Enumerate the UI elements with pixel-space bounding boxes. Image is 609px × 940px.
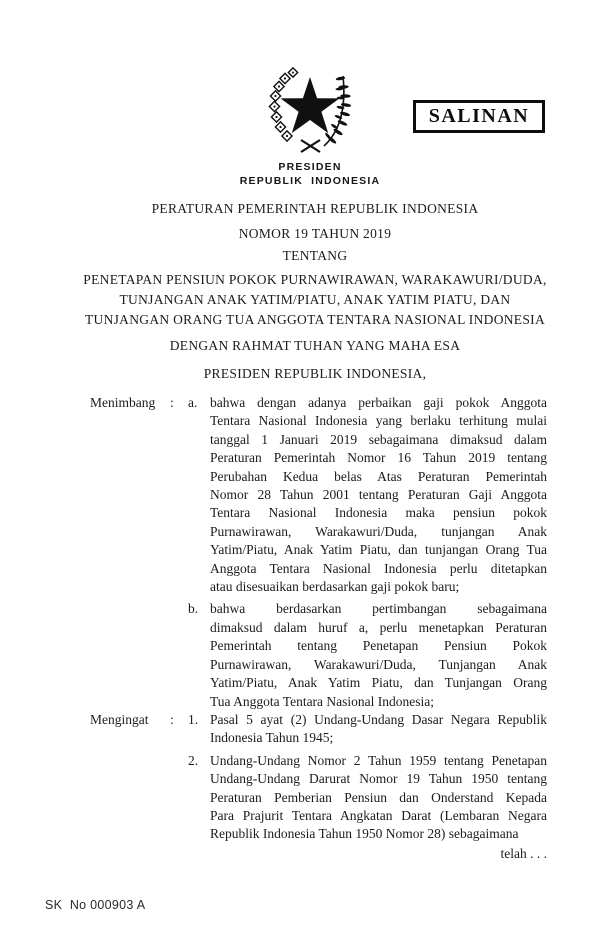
subject-line-3: TUNJANGAN ORANG TUA ANGGOTA TENTARA NASIONAL INDONESIA	[84, 312, 546, 327]
salinan-stamp: SALINAN	[413, 100, 545, 133]
text-line: Pasal 5 ayat (2) Undang-Undang Dasar Negara Republik	[210, 712, 547, 727]
text-line: Anggota Tentara Nasional Indonesia perlu ditetapkan	[210, 560, 547, 576]
item-marker: b.	[188, 601, 199, 617]
section-items	[188, 711, 547, 844]
item-marker: a.	[188, 395, 198, 410]
invocation-line: DENGAN RAHMAT TUHAN YANG MAHA ESA	[169, 338, 461, 353]
subject-line-1: PENETAPAN PENSIUN POKOK PURNAWIRAWAN, WARAKAWURI/DUDA,	[83, 272, 547, 287]
text-line: bahwa dengan adanya perbaikan gaji pokok Anggota	[210, 395, 547, 410]
presidential-emblem	[262, 62, 358, 154]
text-line: bahwa berdasarkan pertimbangan sebagaimana	[210, 601, 547, 617]
agency-name	[180, 161, 440, 188]
text-line: Yatim/Piatu, Anak Yatim Piatu, dan tunjangan Orang Tua	[210, 542, 547, 558]
section-colon: :	[170, 712, 174, 727]
list-item-2	[188, 752, 547, 844]
section-label: Menimbang	[90, 395, 156, 410]
text-line: Indonesia Tahun 1945;	[210, 730, 334, 746]
crossed-stems-icon	[301, 140, 320, 152]
text-line: Undang-Undang Darurat Nomor 19 Tahun 1950 tentang	[210, 771, 547, 787]
item-text	[210, 394, 547, 596]
agency-line1: PRESIDEN	[278, 161, 342, 173]
text-line: Peraturan Pemerintah Nomor 16 Tahun 2019 tentang	[210, 450, 547, 466]
text-line: Republik Indonesia Tahun 1950 Nomor 28) sebagaimana	[210, 826, 519, 842]
section-colon: :	[170, 395, 174, 410]
text-line: Pemerintah tentang Penetapan Pensiun Pokok	[210, 638, 547, 654]
text-line: dimaksud dalam huruf a, perlu menetapkan Peraturan	[210, 619, 547, 635]
text-line: atau disesuaikan berdasarkan gaji pokok baru;	[210, 579, 460, 595]
section-label: Mengingat	[90, 712, 149, 727]
text-line: Nomor 28 Tahun 2001 tentang Peraturan Gaji Anggota	[210, 487, 547, 503]
list-item-a	[188, 394, 547, 596]
list-item-1	[188, 711, 547, 748]
text-line: Perubahan Kedua belas Atas Peraturan Pemerintah	[210, 468, 547, 484]
regulation-title: PERATURAN PEMERINTAH REPUBLIK INDONESIA	[151, 201, 479, 216]
section-mengingat	[90, 711, 547, 844]
star-wreath-icon	[262, 62, 358, 154]
text-line: Tentara Nasional Indonesia maka pensiun pokok	[210, 505, 547, 521]
section-menimbang	[90, 394, 547, 711]
text-line: Tua Anggota Tentara Nasional Indonesia;	[210, 693, 435, 709]
tentang-label: TENTANG	[282, 248, 348, 263]
list-item-b	[188, 600, 547, 710]
text-line: Tentara Nasional Indonesia yang berlaku terhitung mulai	[210, 413, 547, 429]
text-line: Para Prajurit Tentara Angkatan Darat (Lembaran Negara	[210, 808, 547, 824]
page-continuation-mark: telah . . .	[500, 846, 547, 861]
item-marker: 1.	[188, 712, 199, 727]
text-line: Purnawirawan, Warakawuri/Duda, Tunjangan Anak	[210, 656, 547, 672]
text-line: Undang-Undang Nomor 2 Tahun 1959 tentang Penetapan	[210, 752, 547, 768]
item-text	[210, 600, 547, 710]
authority-line: PRESIDEN REPUBLIK INDONESIA,	[203, 366, 427, 381]
sk-number: SK No 000903 A	[45, 898, 146, 912]
rice-wreath-icon	[324, 76, 351, 146]
item-text	[210, 711, 547, 748]
item-text	[210, 752, 547, 844]
regulation-subject	[30, 270, 600, 330]
section-items	[188, 394, 547, 711]
text-line: Purnawirawan, Warakawuri/Duda, tunjangan Anak	[210, 523, 547, 539]
text-line: Peraturan Pemberian Pensiun dan Onderstand Kepada	[210, 789, 547, 805]
regulation-number: NOMOR 19 TAHUN 2019	[238, 226, 392, 241]
agency-line2: REPUBLIK INDONESIA	[239, 174, 381, 187]
text-line: tanggal 1 Januari 2019 sebagaimana dimaksud dalam	[210, 431, 547, 447]
item-marker: 2.	[188, 752, 199, 768]
text-line: Yatim/Piatu, Anak Yatim Piatu, dan Tunjangan Orang	[210, 675, 547, 691]
subject-line-2: TUNJANGAN ANAK YATIM/PIATU, ANAK YATIM PIATU, DAN	[119, 292, 511, 307]
star-icon	[281, 77, 340, 133]
